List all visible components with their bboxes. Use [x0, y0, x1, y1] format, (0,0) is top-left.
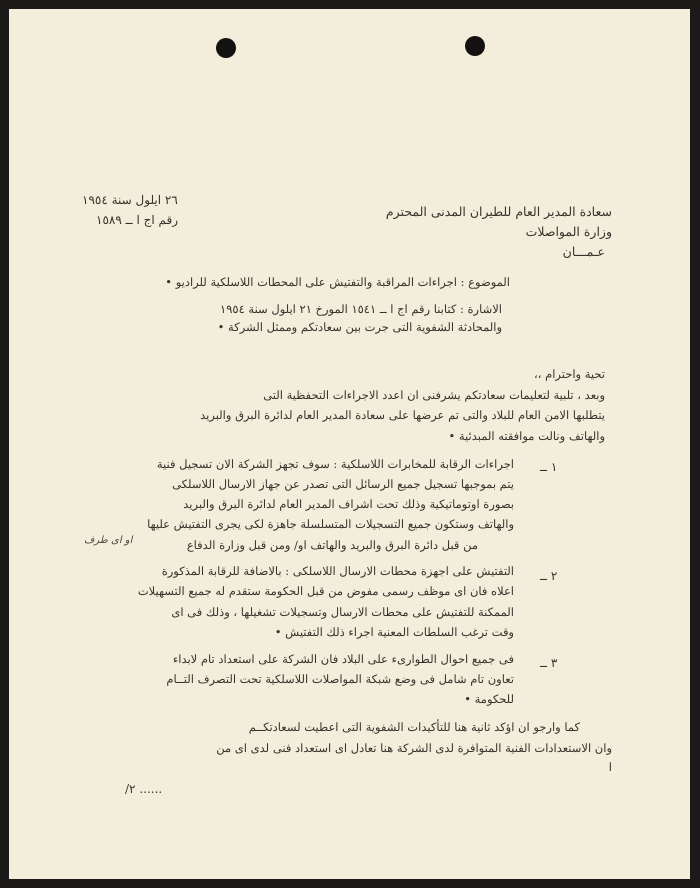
punch-hole [216, 38, 236, 58]
punch-hole [465, 36, 485, 56]
page-marker: /٢ ...... [125, 782, 163, 796]
handwritten-note: او اى طرف [84, 535, 133, 546]
item-line: يتم بموجبها تسجيل جميع الرسائل التى تصدر عن جهاز الارسال اللاسلكى [172, 477, 514, 491]
item-line: والهاتف وستكون جميع التسجيلات المتسلسلة جاهزة لكى يجرى التفتيش عليها [147, 517, 514, 531]
date-line: ٢٦ ايلول سنة ١٩٥٤ [82, 193, 178, 207]
item-line: للحكومة • [464, 692, 514, 706]
addressee-line: سعادة المدير العام للطيران المدنى المحترم [385, 204, 612, 219]
reference-number: رقم اج ا ــ ١٥٨٩ [96, 213, 179, 227]
closing-line: كما وارجو ان اؤكد ثانية هنا للتأكيدات الشفوية التى اعطيت لسعادتكــم [248, 720, 580, 734]
addressee-city: عـمـــان [562, 244, 605, 259]
item-line: بصورة اوتوماتيكية وذلك تحت اشراف المدير العام لدائرة البرق والبريد [183, 497, 514, 511]
intro-line: والهاتف ونالت موافقته المبدئية • [448, 429, 605, 443]
intro-line: وبعد ، تلبية لتعليمات سعادتكم يشرفنى ان اعدد الاجراءات التحفظية التى [263, 388, 605, 402]
item-number: ١ ــ [540, 460, 558, 474]
addressee-line: وزارة المواصلات [525, 224, 612, 239]
closing-line: ا [608, 760, 612, 774]
subject-line: الموضوع : اجراءات المراقبة والتفتيش على المحطات اللاسلكية للراديو • [165, 275, 510, 289]
item-line: اجراءات الرقابة للمخابرات اللاسلكية : سوف تجهز الشركة الان تسجيل فنية [156, 457, 514, 471]
greeting: تحية واحترام ،، [534, 367, 605, 381]
item-line: من قبل دائرة البرق والبريد والهاتف او/ ومن قبل وزارة الدفاع [186, 538, 478, 552]
closing-line: وان الاستعدادات الفنية المتوافرة لدى الشركة هنا تعادل اى استعداد فنى لدى اى من [216, 741, 612, 755]
intro-line: يتطلبها الامن العام للبلاد والتى تم عرضها على سعادة المدير العام لدائرة البرق والبريد [200, 408, 605, 422]
item-line: التفتيش على اجهزة محطات الارسال اللاسلكى : بالاضافة للرقابة المذكورة [161, 564, 514, 578]
reference-line: والمحادثة الشفوية التى جرت بين سعادتكم وممثل الشركة • [217, 320, 502, 334]
item-line: تعاون تام شامل فى وضع شبكة المواصلات اللاسلكية تحت التصرف التــام [166, 672, 514, 686]
item-line: الممكنة للتفتيش على محطات الارسال وتسجيلات تشغيلها ، وذلك فى اى [171, 605, 514, 619]
item-line: فى جميع احوال الطوارىء على البلاد فان الشركة على استعداد تام لابداء [172, 652, 514, 666]
item-line: وقت ترغب السلطات المعنية اجراء ذلك التفتيش • [274, 625, 514, 639]
item-line: اعلاه فان اى موظف رسمى مفوض من قبل الحكومة ستقدم له جميع التسهيلات [137, 584, 514, 598]
item-number: ٣ ــ [540, 656, 558, 670]
item-number: ٢ ــ [540, 569, 558, 583]
reference-line: الاشارة : كتابنا رقم اج ا ــ ١٥٤١ المورخ ٢١ ايلول سنة ١٩٥٤ [220, 302, 502, 316]
